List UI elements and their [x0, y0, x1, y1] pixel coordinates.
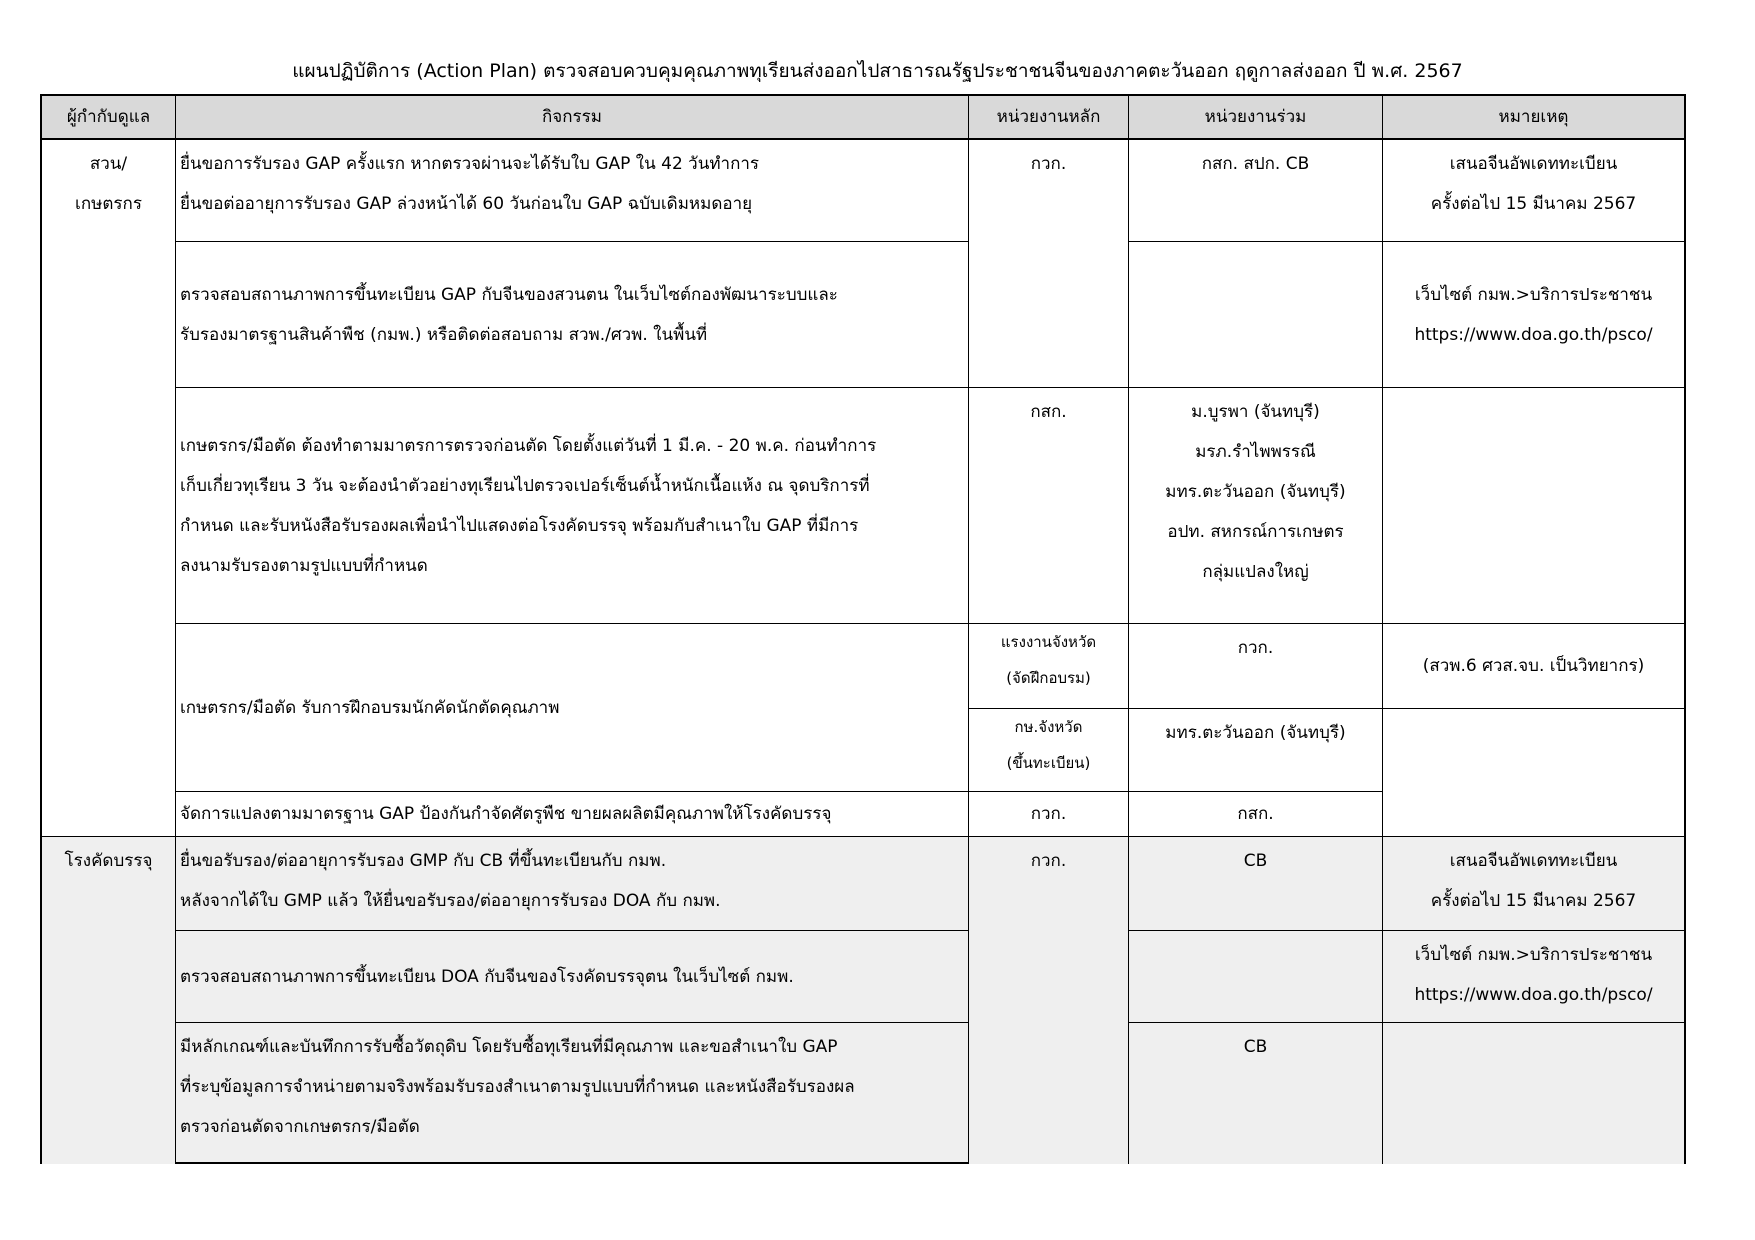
- activity-line: ยื่นขอต่ออายุการรับรอง GAP ล่วงหน้าได้ 60 วันก่อนใบ GAP ฉบับเดิมหมดอายุ: [180, 194, 753, 214]
- partner-line: มรภ.รำไพพรรณี: [1195, 442, 1316, 462]
- g1-row3-remark: [1383, 388, 1684, 624]
- g1-row4-partner-a: กวก.: [1129, 624, 1383, 709]
- g1-row1-activity: [176, 140, 969, 242]
- g1-row4-activity: เกษตรกร/มือตัด รับการฝึกอบรมนักคัดนักตัดคุณภาพ: [176, 624, 969, 792]
- g2-row1-activity: [176, 837, 969, 931]
- activity-line: ลงนามรับรองตามรูปแบบที่กำหนด: [180, 555, 428, 576]
- main-line: (ขึ้นทะเบียน): [1006, 754, 1091, 772]
- g2-row2-remark: [1383, 931, 1684, 1023]
- g1-row3-activity: [176, 388, 969, 624]
- remark-line: เว็บไซต์ กมพ.>บริการประชาชน: [1414, 945, 1653, 965]
- header-supervisor: ผู้กำกับดูแล: [42, 96, 176, 140]
- g1-row1-remark: [1383, 140, 1684, 242]
- g1-row1-partner: กสก. สปก. CB: [1129, 140, 1383, 242]
- supervisor-line-1: สวน/: [89, 154, 128, 174]
- g2-row2-partner: [1129, 931, 1383, 1023]
- g1-row5-activity: จัดการแปลงตามมาตรฐาน GAP ป้องกันกำจัดศัตรูพืช ขายผลผลิตมีคุณภาพให้โรงคัดบรรจุ: [176, 792, 969, 837]
- g2-row1-remark: [1383, 837, 1684, 931]
- g2-row1-partner: CB: [1129, 837, 1383, 931]
- remark-link[interactable]: https://www.doa.go.th/psco/: [1414, 985, 1653, 1005]
- g1-row4-main-agency-b: [969, 709, 1129, 792]
- supervisor-line-2: เกษตรกร: [75, 194, 142, 214]
- header-activity: กิจกรรม: [176, 96, 969, 140]
- g1-row2-partner: [1129, 242, 1383, 388]
- g1-row3-partner: [1129, 388, 1383, 624]
- activity-line: เก็บเกี่ยวทุเรียน 3 วัน จะต้องนำตัวอย่างทุเรียนไปตรวจเปอร์เซ็นต์น้ำหนักเนื้อแห้ง ณ จุดบริการที่: [180, 475, 870, 496]
- supervisor-packing-house: โรงคัดบรรจุ: [42, 837, 176, 1164]
- remark-line: ครั้งต่อไป 15 มีนาคม 2567: [1430, 891, 1637, 911]
- continuation-space: [176, 1163, 969, 1164]
- header-remark: หมายเหตุ: [1383, 96, 1684, 140]
- main-line: (จัดฝึกอบรม): [1006, 669, 1091, 687]
- supervisor-garden-farmer: [42, 140, 176, 837]
- remark-line: เสนอจีนอัพเดททะเบียน: [1449, 851, 1618, 871]
- g1-row4-partner-b: มทร.ตะวันออก (จันทบุรี): [1129, 709, 1383, 792]
- header-partner-agency: หน่วยงานร่วม: [1129, 96, 1383, 140]
- partner-line: มทร.ตะวันออก (จันทบุรี): [1165, 482, 1346, 502]
- activity-line: ตรวจสอบสถานภาพการขึ้นทะเบียน GAP กับจีนของสวนตน ในเว็บไซต์กองพัฒนาระบบและ: [180, 284, 838, 305]
- activity-line: ยื่นขอการรับรอง GAP ครั้งแรก หากตรวจผ่านจะได้รับใบ GAP ใน 42 วันทำการ: [180, 154, 760, 174]
- action-plan-table: [40, 94, 1686, 1164]
- activity-line: มีหลักเกณฑ์และบันทึกการรับซื้อวัตถุดิบ โดยรับซื้อทุเรียนที่มีคุณภาพ และขอสำเนาใบ GAP: [180, 1037, 838, 1057]
- activity-line: ที่ระบุข้อมูลการจำหน่ายตามจริงพร้อมรับรองสำเนาตามรูปแบบที่กำหนด และหนังสือรับรองผล: [180, 1077, 855, 1097]
- g1-row4-remark: (สวพ.6 ศวส.จบ. เป็นวิทยากร): [1383, 624, 1684, 709]
- activity-line: หลังจากได้ใบ GMP แล้ว ให้ยื่นขอรับรอง/ต่ออายุการรับรอง DOA กับ กมพ.: [180, 891, 721, 911]
- g1-row1-main-agency: กวก.: [969, 140, 1129, 388]
- g2-row3-partner: CB: [1129, 1023, 1383, 1164]
- remark-line: เว็บไซต์ กมพ.>บริการประชาชน: [1414, 284, 1653, 305]
- g1-row2-activity: [176, 242, 969, 388]
- g1-row2-remark: [1383, 242, 1684, 388]
- g1-row4-remark-empty: [1383, 709, 1684, 837]
- main-line: แรงงานจังหวัด: [1000, 633, 1097, 651]
- partner-line: อปท. สหกรณ์การเกษตร: [1167, 522, 1344, 542]
- header-main-agency: หน่วยงานหลัก: [969, 96, 1129, 140]
- partner-line: ม.บูรพา (จันทบุรี): [1191, 402, 1320, 422]
- g2-row3-activity: [176, 1023, 969, 1163]
- partner-line: กลุ่มแปลงใหญ่: [1202, 562, 1309, 582]
- activity-line: เกษตรกร/มือตัด ต้องทำตามมาตรการตรวจก่อนตัด โดยตั้งแต่วันที่ 1 มี.ค. - 20 พ.ค. ก่อนทำการ: [180, 435, 877, 456]
- g2-row1-main-agency: กวก.: [969, 837, 1129, 1164]
- remark-link[interactable]: https://www.doa.go.th/psco/: [1414, 324, 1653, 345]
- g1-row5-main-agency: กวก.: [969, 792, 1129, 837]
- g1-row4-main-agency-a: [969, 624, 1129, 709]
- remark-line: เสนอจีนอัพเดททะเบียน: [1449, 154, 1618, 174]
- page-title: แผนปฏิบัติการ (Action Plan) ตรวจสอบควบคุมคุณภาพทุเรียนส่งออกไปสาธารณรัฐประชาชนจีนของภาคตะวันออก ฤดูกาลส่งออก ปี พ.ศ. 2567: [292, 60, 1463, 82]
- g2-row3-remark: [1383, 1023, 1684, 1164]
- remark-line: ครั้งต่อไป 15 มีนาคม 2567: [1430, 194, 1637, 214]
- activity-line: ตรวจก่อนตัดจากเกษตรกร/มือตัด: [180, 1117, 420, 1137]
- main-line: กษ.จังหวัด: [1014, 718, 1083, 736]
- g1-row5-partner: กสก.: [1129, 792, 1383, 837]
- activity-line: รับรองมาตรฐานสินค้าพืช (กมพ.) หรือติดต่อสอบถาม สวพ./ศวพ. ในพื้นที่: [180, 324, 708, 345]
- activity-line: ยื่นขอรับรอง/ต่ออายุการรับรอง GMP กับ CB ที่ขึ้นทะเบียนกับ กมพ.: [180, 851, 667, 871]
- g1-row3-main-agency: กสก.: [969, 388, 1129, 624]
- activity-line: กำหนด และรับหนังสือรับรองผลเพื่อนำไปแสดงต่อโรงคัดบรรจุ พร้อมกับสำเนาใบ GAP ที่มีการ: [180, 515, 859, 536]
- g2-row2-activity: ตรวจสอบสถานภาพการขึ้นทะเบียน DOA กับจีนของโรงคัดบรรจุตน ในเว็บไซต์ กมพ.: [176, 931, 969, 1023]
